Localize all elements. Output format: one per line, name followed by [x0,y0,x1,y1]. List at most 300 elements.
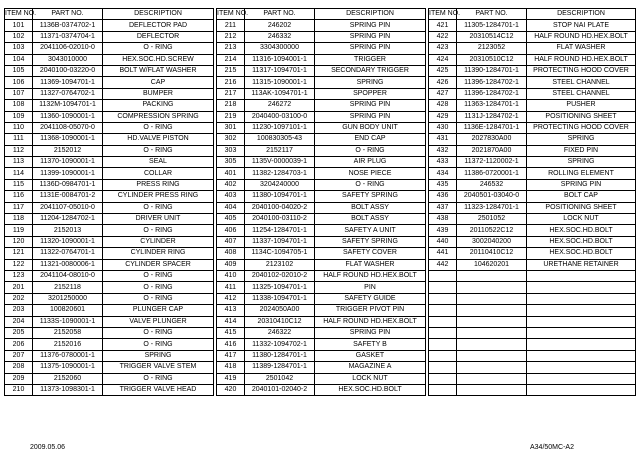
cell-part-no: 2123052 [457,43,527,54]
table-row [217,214,426,225]
cell-description: LOCK NUT [527,214,636,225]
table-row [5,362,214,373]
header-description: DESCRIPTION [103,9,214,20]
cell-part-no: 2040501-03040-0 [457,191,527,202]
cell-description: HALF ROUND HD.HEX.BOLT [527,54,636,65]
header-item-no: ITEM NO. [5,9,33,20]
cell-item-no [429,373,457,384]
cell-item-no: 442 [429,259,457,270]
cell-description: PRESS RING [103,179,214,190]
cell-part-no: 11322-0764701-1 [33,248,103,259]
cell-description [527,350,636,361]
cell-description: SPOPPER [315,88,426,99]
cell-part-no: 1136D-0984701-1 [33,179,103,190]
cell-description: SPRING PIN [315,20,426,31]
cell-item-no: 410 [217,270,245,281]
cell-description: O - RING [103,373,214,384]
cell-description: HEX.SOC.HD.BOLT [527,225,636,236]
table-row [429,339,636,350]
table-row [5,373,214,384]
cell-part-no: 11230-1097101-1 [245,122,315,133]
table-row [5,122,214,133]
cell-item-no: 207 [5,350,33,361]
cell-description: PROTECTING HOOD COVER [527,122,636,133]
cell-description: LOCK NUT [315,373,426,384]
table-row [429,65,636,76]
table-row [429,327,636,338]
cell-part-no: 11368-1090001-1 [33,134,103,145]
cell-part-no: 20110410C12 [457,248,527,259]
cell-description [527,270,636,281]
cell-part-no [457,305,527,316]
cell-description: CYLINDER RING [103,248,214,259]
table-row [5,20,214,31]
table-row [217,88,426,99]
table-row [5,305,214,316]
cell-description: O - RING [103,145,214,156]
table-row [217,225,426,236]
cell-item-no: 423 [429,43,457,54]
cell-part-no: 2040400-03100-0 [245,111,315,122]
cell-item-no: 303 [217,145,245,156]
cell-description: HEX.SOC.HD.SCREW [103,54,214,65]
cell-description: O - RING [315,145,426,156]
cell-description: SPRING [527,134,636,145]
table-row [217,305,426,316]
cell-item-no: 409 [217,259,245,270]
cell-description: SPRING PIN [315,31,426,42]
cell-part-no [457,362,527,373]
cell-description: MAGAZINE A [315,362,426,373]
cell-item-no: 218 [217,100,245,111]
cell-part-no [457,293,527,304]
cell-description: HALF ROUND HD.HEX.BOLT [315,316,426,327]
cell-description: FLAT WASHER [527,43,636,54]
cell-part-no: 1133S-1090001-1 [33,316,103,327]
header-item-no: ITEM NO. [429,9,457,20]
cell-description: TRIGGER VALVE STEM [103,362,214,373]
table-row [5,236,214,247]
cell-part-no: 11399-1090001-1 [33,168,103,179]
table-row [429,373,636,384]
table-row [217,65,426,76]
cell-description: CAP [103,77,214,88]
cell-description [527,316,636,327]
cell-description: SECONDARY TRIGGER [315,65,426,76]
table-row [429,179,636,190]
cell-description: SAFETY B [315,339,426,350]
cell-description: HEX.SOC.HD.BOLT [527,236,636,247]
cell-part-no: 11337-1094701-1 [245,236,315,247]
cell-item-no [429,350,457,361]
table-row [217,248,426,259]
cell-description: DEFLECTOR [103,31,214,42]
cell-part-no: 1131E-0084701-2 [33,191,103,202]
cell-description: STEEL CHANNEL [527,88,636,99]
table-row [217,327,426,338]
table-row [429,293,636,304]
table-row [217,157,426,168]
cell-description: O - RING [103,122,214,133]
cell-part-no: 20310410C12 [245,316,315,327]
cell-part-no: 246532 [457,179,527,190]
cell-part-no: 1136B-0374702-1 [33,20,103,31]
cell-item-no: 419 [217,373,245,384]
table-row [217,362,426,373]
cell-part-no: 11363-1284701-1 [457,100,527,111]
table-row [429,20,636,31]
cell-description: COLLAR [103,168,214,179]
cell-item-no: 406 [217,225,245,236]
cell-description: HEX.SOC.HD.BOLT [315,384,426,395]
table-row [5,65,214,76]
cell-item-no: 412 [217,293,245,304]
cell-description: BOLT ASSY [315,214,426,225]
cell-part-no: 11305-1284701-1 [457,20,527,31]
cell-item-no: 115 [5,179,33,190]
cell-part-no: 11386-0720001-1 [457,168,527,179]
cell-item-no: 421 [429,20,457,31]
cell-item-no: 415 [217,327,245,338]
header-part-no: PART NO. [245,9,315,20]
cell-part-no: 2027830A00 [457,134,527,145]
cell-part-no: 11327-0764702-1 [33,88,103,99]
table-row [5,350,214,361]
table-row [5,384,214,395]
cell-description: PACKING [103,100,214,111]
table-row [429,134,636,145]
cell-item-no: 436 [429,191,457,202]
cell-part-no: 2152013 [33,225,103,236]
cell-part-no: 11382-1284703-1 [245,168,315,179]
cell-part-no: 2024050A00 [245,305,315,316]
table-row [217,202,426,213]
cell-part-no: 11376-0780001-1 [33,350,103,361]
header-item-no: ITEM NO. [217,9,245,20]
cell-item-no: 101 [5,20,33,31]
cell-description: SAFETY SPRING [315,236,426,247]
table-row [5,191,214,202]
table-row [217,122,426,133]
table-row [429,316,636,327]
cell-part-no: 2040100-04020-2 [245,202,315,213]
cell-part-no: 11371-0374704-1 [33,31,103,42]
cell-description: FIXED PIN [527,145,636,156]
cell-item-no: 418 [217,362,245,373]
cell-description: DEFLECTOR PAD [103,20,214,31]
table-row [5,145,214,156]
cell-part-no: 2501052 [457,214,527,225]
table-row [5,134,214,145]
table-row [5,316,214,327]
cell-item-no [429,293,457,304]
cell-description [527,293,636,304]
table-row [429,100,636,111]
cell-part-no: 2040102-02010-2 [245,270,315,281]
cell-item-no: 403 [217,191,245,202]
table-row [5,43,214,54]
cell-description: POSITIONING SHEET [527,111,636,122]
cell-item-no: 204 [5,316,33,327]
cell-item-no [429,362,457,373]
parts-table-block-2 [216,8,426,396]
table-row [5,202,214,213]
cell-description: O - RING [103,327,214,338]
cell-part-no: 1135V-0000039-1 [245,157,315,168]
cell-part-no: 246322 [245,327,315,338]
cell-part-no: 3043010000 [33,54,103,65]
table-row [429,122,636,133]
cell-item-no: 118 [5,214,33,225]
table-row [429,350,636,361]
table-row [429,282,636,293]
header-description: DESCRIPTION [527,9,636,20]
cell-description [527,339,636,350]
parts-table-block-1 [4,8,214,396]
cell-item-no: 211 [217,20,245,31]
table-row [429,168,636,179]
cell-item-no: 210 [5,384,33,395]
cell-part-no: 20310510C12 [457,54,527,65]
cell-part-no: 2021870A00 [457,145,527,156]
cell-item-no: 428 [429,100,457,111]
cell-description [527,327,636,338]
cell-description: HALF ROUND HD.HEX.BOLT [315,270,426,281]
cell-part-no: 2041106-02010-0 [33,43,103,54]
cell-description: HD.VALVE PISTON [103,134,214,145]
cell-part-no: 3201250000 [33,293,103,304]
table-row [5,168,214,179]
header-description: DESCRIPTION [315,9,426,20]
table-row [5,88,214,99]
cell-description [527,384,636,395]
cell-part-no: 2152118 [33,282,103,293]
cell-item-no: 422 [429,31,457,42]
cell-item-no: 202 [5,293,33,304]
table-row [429,236,636,247]
table-row [217,20,426,31]
table-row [217,259,426,270]
cell-part-no: 2040100-03110-2 [245,214,315,225]
table-row [217,282,426,293]
table-row [217,316,426,327]
cell-part-no: 11332-1094702-1 [245,339,315,350]
table-row [217,384,426,395]
cell-description: O - RING [103,270,214,281]
cell-part-no [457,327,527,338]
cell-description: STOP NAI PLATE [527,20,636,31]
table-row [5,214,214,225]
cell-item-no: 441 [429,248,457,259]
cell-description: O - RING [103,202,214,213]
cell-part-no: 113AK-1094701-1 [245,88,315,99]
cell-item-no: 439 [429,225,457,236]
cell-description: CYLINDER SPACER [103,259,214,270]
cell-item-no: 427 [429,88,457,99]
table-row [429,384,636,395]
table-row [217,191,426,202]
cell-description: DRIVER UNIT [103,214,214,225]
table-row [429,43,636,54]
cell-item-no [429,327,457,338]
cell-item-no: 103 [5,43,33,54]
table-row [429,259,636,270]
cell-description: AIR PLUG [315,157,426,168]
cell-item-no [429,339,457,350]
cell-item-no: 424 [429,54,457,65]
cell-description: SPRING PIN [315,111,426,122]
cell-item-no: 407 [217,236,245,247]
cell-item-no: 426 [429,77,457,88]
cell-item-no: 102 [5,31,33,42]
cell-part-no: 20310514C12 [457,31,527,42]
cell-part-no: 11373-1098301-1 [33,384,103,395]
cell-part-no [457,270,527,281]
table-row [5,157,214,168]
cell-description: SEAL [103,157,214,168]
cell-description: NOSE PIECE [315,168,426,179]
table-row [217,236,426,247]
table-row [429,248,636,259]
cell-item-no: 214 [217,54,245,65]
cell-item-no: 116 [5,191,33,202]
cell-item-no: 209 [5,373,33,384]
cell-item-no: 109 [5,111,33,122]
table-row [429,54,636,65]
cell-item-no [429,305,457,316]
cell-description: O - RING [103,293,214,304]
table-row [5,54,214,65]
table-row [217,339,426,350]
cell-description: TRIGGER PIVOT PIN [315,305,426,316]
footer-date: 2009.05.06 [30,444,66,451]
cell-part-no: 3002040200 [457,236,527,247]
cell-part-no: 3304300000 [245,43,315,54]
cell-item-no: 413 [217,305,245,316]
cell-item-no: 108 [5,100,33,111]
cell-part-no: 2041108-05070-0 [33,122,103,133]
cell-item-no: 206 [5,339,33,350]
cell-item-no: 123 [5,270,33,281]
cell-description: SPRING PIN [315,100,426,111]
cell-item-no: 437 [429,202,457,213]
cell-part-no: 2152117 [245,145,315,156]
cell-description: ROLLING ELEMENT [527,168,636,179]
table-row [217,43,426,54]
cell-description: HEX.SOC.HD.BOLT [527,248,636,259]
table-row [5,77,214,88]
table-row [217,54,426,65]
cell-description: END CAP [315,134,426,145]
cell-part-no: 2152058 [33,327,103,338]
cell-description: TRIGGER [315,54,426,65]
cell-description: VALVE PLUNGER [103,316,214,327]
cell-part-no: 11315-1090001-1 [245,77,315,88]
cell-description [527,362,636,373]
cell-part-no: 246202 [245,20,315,31]
cell-description: PUSHER [527,100,636,111]
cell-description: O - RING [103,43,214,54]
cell-part-no: 100820601 [33,305,103,316]
cell-part-no: 3204240000 [245,179,315,190]
cell-item-no: 401 [217,168,245,179]
cell-description: O - RING [315,179,426,190]
table-row [5,270,214,281]
header-part-no: PART NO. [33,9,103,20]
cell-part-no: 1132M-1094701-1 [33,100,103,111]
cell-item-no: 408 [217,248,245,259]
cell-part-no: 11254-1284701-1 [245,225,315,236]
cell-part-no [457,384,527,395]
table-row [5,293,214,304]
cell-part-no: 2041104-08010-0 [33,270,103,281]
cell-part-no: 11320-1090001-1 [33,236,103,247]
cell-part-no: 11369-1094701-1 [33,77,103,88]
cell-description [527,282,636,293]
table-row [217,145,426,156]
cell-description: SPRING PIN [315,327,426,338]
cell-description: O - RING [103,282,214,293]
cell-part-no: 11370-1090001-1 [33,157,103,168]
cell-description: GUN BODY UNIT [315,122,426,133]
cell-part-no: 11380-1094701-1 [245,191,315,202]
cell-description: PROTECTING HOOD COVER [527,65,636,76]
cell-item-no: 432 [429,145,457,156]
cell-part-no: 20110522C12 [457,225,527,236]
cell-item-no: 430 [429,122,457,133]
table-row [5,179,214,190]
cell-description: BOLT W/FLAT WASHER [103,65,214,76]
cell-item-no: 104 [5,54,33,65]
cell-description: COMPRESSION SPRING [103,111,214,122]
cell-item-no: 435 [429,179,457,190]
cell-part-no: 2123102 [245,259,315,270]
cell-part-no: 11338-1094701-1 [245,293,315,304]
cell-item-no: 201 [5,282,33,293]
cell-item-no: 122 [5,259,33,270]
cell-part-no [457,350,527,361]
table-row [217,350,426,361]
table-row [217,100,426,111]
cell-description: SPRING PIN [527,179,636,190]
table-row [429,214,636,225]
table-row [217,293,426,304]
cell-description: CYLINDER [103,236,214,247]
table-row [429,77,636,88]
cell-item-no: 404 [217,202,245,213]
table-row [429,88,636,99]
cell-description: PIN [315,282,426,293]
cell-part-no: 2040101-02040-2 [245,384,315,395]
cell-part-no: 11375-1090001-1 [33,362,103,373]
cell-item-no [429,316,457,327]
cell-part-no: 11323-1284701-1 [457,202,527,213]
cell-description: SAFETY SPRING [315,191,426,202]
cell-part-no: 2041107-05010-0 [33,202,103,213]
cell-description: STEEL CHANNEL [527,77,636,88]
cell-item-no: 405 [217,214,245,225]
cell-item-no: 431 [429,134,457,145]
cell-item-no: 106 [5,77,33,88]
cell-item-no: 111 [5,134,33,145]
cell-item-no: 434 [429,168,457,179]
cell-description: FLAT WASHER [315,259,426,270]
table-row [217,111,426,122]
cell-item-no: 425 [429,65,457,76]
cell-description: O - RING [103,225,214,236]
cell-item-no: 433 [429,157,457,168]
cell-part-no: 1131J-1284702-1 [457,111,527,122]
